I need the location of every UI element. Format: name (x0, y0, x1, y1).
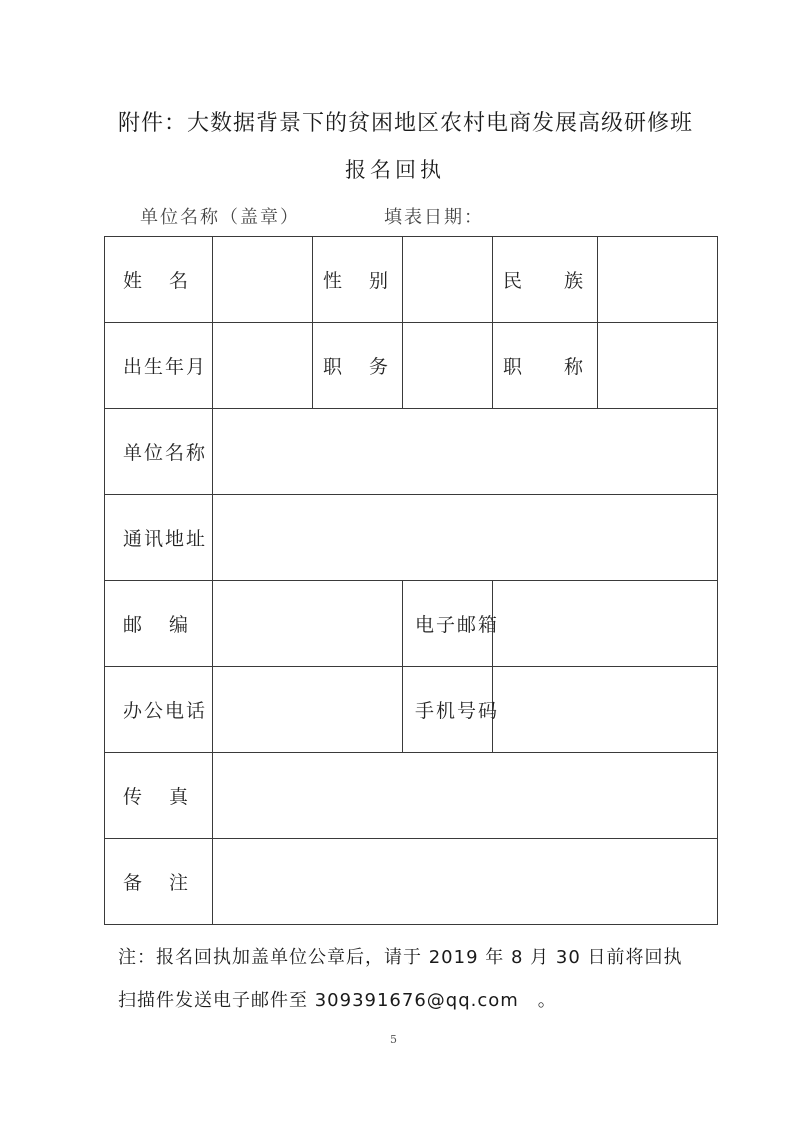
table-row (105, 667, 718, 753)
table-row (105, 495, 718, 581)
fax-value-cell[interactable] (213, 753, 718, 839)
address-label: 通讯地址 (123, 528, 208, 550)
page-number: 5 (390, 1033, 397, 1046)
ethnicity-value-cell[interactable] (598, 237, 718, 323)
position-label-cell (313, 323, 403, 409)
table-row (105, 323, 718, 409)
position-label-char2: 务 (368, 356, 388, 378)
table-row (105, 581, 718, 667)
email-label: 电子邮箱 (415, 614, 500, 636)
fax-label-char2: 真 (168, 786, 188, 808)
unit-name-label-cell (105, 409, 213, 495)
email-value-cell[interactable] (493, 581, 718, 667)
name-label-char1: 姓 (123, 270, 143, 292)
mobile-label-cell (403, 667, 500, 753)
name-label-cell (105, 237, 213, 323)
gender-label-cell (313, 237, 403, 323)
gender-label-char2: 别 (368, 270, 388, 292)
postcode-label-char2: 编 (168, 614, 188, 636)
title-label-char2: 称 (563, 356, 583, 378)
address-label-cell (105, 495, 213, 581)
note-line-1: 注：报名回执加盖单位公章后，请于 2019 年 8 月 30 日前将回执 (118, 947, 683, 968)
remarks-value-cell[interactable] (213, 839, 718, 925)
postcode-value-cell[interactable] (213, 581, 403, 667)
office-phone-label: 办公电话 (123, 700, 208, 722)
unit-name-value-cell[interactable] (213, 409, 718, 495)
office-phone-value-cell[interactable] (213, 667, 403, 753)
postcode-label-char1: 邮 (123, 614, 143, 636)
remarks-label-cell (105, 839, 213, 925)
office-phone-label-cell (105, 667, 213, 753)
document-title: 附件：大数据背景下的贫困地区农村电商发展高级研修班 (118, 111, 694, 136)
postcode-label-cell (105, 581, 213, 667)
birth-label-cell (105, 323, 213, 409)
remarks-label-char1: 备 (123, 872, 143, 894)
gender-value-cell[interactable] (403, 237, 493, 323)
title-label-char1: 职 (503, 356, 523, 378)
name-value-cell[interactable] (213, 237, 313, 323)
mobile-label: 手机号码 (415, 700, 500, 722)
email-label-cell (403, 581, 500, 667)
birth-value-cell[interactable] (213, 323, 313, 409)
unit-stamp-label: 单位名称（盖章） (140, 207, 300, 228)
title-value-cell[interactable] (598, 323, 718, 409)
position-label-char1: 职 (323, 356, 343, 378)
gender-label-char1: 性 (323, 270, 343, 292)
note-line-2: 扫描件发送电子邮件至 309391676@qq.com 。 (118, 990, 557, 1011)
ethnicity-label-char2: 族 (563, 270, 583, 292)
ethnicity-label-cell (493, 237, 598, 323)
table-row (105, 237, 718, 323)
title-label-cell (493, 323, 598, 409)
fax-label-cell (105, 753, 213, 839)
table-row (105, 839, 718, 925)
position-value-cell[interactable] (403, 323, 493, 409)
document-subtitle: 报名回执 (345, 158, 445, 182)
registration-form-table (104, 236, 718, 925)
ethnicity-label-char1: 民 (503, 270, 523, 292)
mobile-value-cell[interactable] (493, 667, 718, 753)
fill-date-label: 填表日期： (384, 207, 484, 228)
address-value-cell[interactable] (213, 495, 718, 581)
birth-label: 出生年月 (123, 356, 208, 378)
name-label-char2: 名 (168, 270, 188, 292)
table-row (105, 409, 718, 495)
remarks-label-char2: 注 (168, 872, 188, 894)
table-row (105, 753, 718, 839)
unit-name-label: 单位名称 (123, 442, 208, 464)
fax-label-char1: 传 (123, 786, 143, 808)
